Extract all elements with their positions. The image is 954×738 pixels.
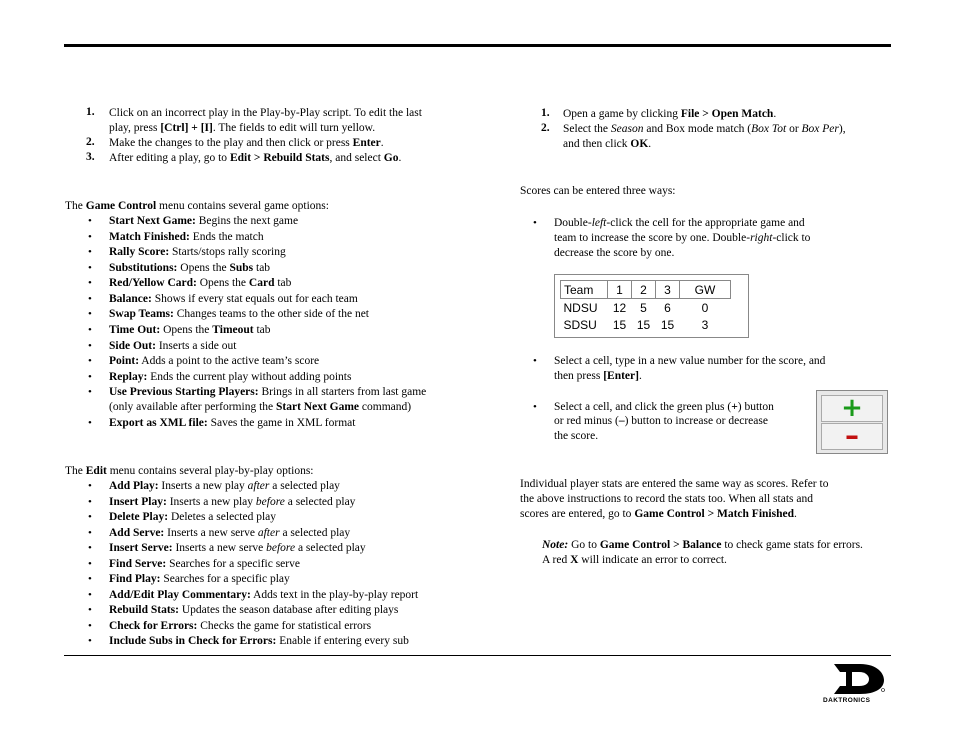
paragraph-line: scores are entered, go to Game Control > Match Finished.: [520, 508, 797, 520]
top-rule: [64, 44, 891, 47]
step-number: 2.: [86, 136, 95, 148]
list-item-continued: the score.: [554, 430, 599, 442]
score-cell[interactable]: 15: [636, 317, 651, 332]
list-item: • Double-left-click the cell for the appropriate game and: [554, 216, 805, 232]
list-item: • Replay: Ends the current play without adding points: [109, 370, 351, 386]
list-item: • Swap Teams: Changes teams to the other side of the net: [109, 307, 369, 323]
plus-icon: +: [841, 393, 863, 423]
list-item: • Balance: Shows if every stat equals out for each team: [109, 292, 358, 308]
list-item: • Time Out: Opens the Timeout tab: [109, 323, 271, 339]
paragraph-line: Individual player stats are entered the same way as scores. Refer to: [520, 478, 829, 490]
team-cell[interactable]: NDSU: [563, 300, 598, 315]
score-cell[interactable]: 6: [664, 300, 671, 315]
list-item: • Red/Yellow Card: Opens the Card tab: [109, 276, 291, 292]
list-item: • Match Finished: Ends the match: [109, 230, 264, 246]
header-game-2: 2: [632, 281, 656, 299]
step-text: and then click OK.: [563, 138, 652, 150]
note-line: Note: Go to Game Control > Balance to check game stats for errors.: [542, 539, 863, 551]
header-game-1: 1: [608, 281, 632, 299]
step-number: 1.: [86, 106, 95, 118]
score-table: [554, 274, 749, 338]
note-line: A red X will indicate an error to correct.: [542, 554, 727, 566]
list-item: • Find Serve: Searches for a specific serve: [109, 557, 300, 573]
list-item: • Start Next Game: Begins the next game: [109, 214, 298, 230]
header-games-won: GW: [680, 281, 731, 299]
list-item: • Select a cell, and click the green plus (+) button: [554, 400, 774, 416]
table-row: [561, 299, 731, 317]
list-item-continued: decrease the score by one.: [554, 247, 675, 259]
step-text: Make the changes to the play and then click or press Enter.: [109, 137, 384, 149]
list-item: • Select a cell, type in a new value number for the score, and: [554, 354, 825, 370]
list-item: • Add Play: Inserts a new play after a selected play: [109, 479, 340, 495]
step-text: Click on an incorrect play in the Play-by-Play script. To edit the last: [109, 107, 422, 119]
game-control-intro: The Game Control menu contains several game options:: [65, 200, 329, 212]
plus-minus-panel: [816, 390, 888, 454]
score-cell[interactable]: 12: [612, 300, 627, 315]
list-item: • Use Previous Starting Players: Brings in all starters from last game: [109, 385, 426, 401]
scores-intro: Scores can be entered three ways:: [520, 185, 676, 197]
plus-button[interactable]: [821, 395, 883, 422]
step-text: After editing a play, go to Edit > Rebuild Stats, and select Go.: [109, 152, 402, 164]
list-item-continued: then press [Enter].: [554, 370, 642, 382]
list-item: • Rebuild Stats: Updates the season database after editing plays: [109, 603, 398, 619]
list-item-continued: or red minus (–) button to increase or decrease: [554, 415, 768, 427]
edit-menu-intro: The Edit menu contains several play-by-play options:: [65, 465, 314, 477]
list-item: • Export as XML file: Saves the game in XML format: [109, 416, 355, 432]
list-item: • Find Play: Searches for a specific play: [109, 572, 290, 588]
list-item: • Insert Serve: Inserts a new serve before a selected play: [109, 541, 366, 557]
logo-text: DAKTRONICS: [823, 697, 871, 704]
header-game-3: 3: [656, 281, 680, 299]
score-cell[interactable]: 3: [701, 317, 709, 332]
list-item-continued: team to increase the score by one. Double-right-click to: [554, 232, 811, 244]
step-number: 1.: [541, 107, 550, 119]
score-cell[interactable]: 15: [612, 317, 627, 332]
header-team: Team: [561, 281, 608, 299]
score-cell[interactable]: 0: [701, 300, 709, 315]
list-item: • Add Serve: Inserts a new serve after a selected play: [109, 526, 350, 542]
team-cell[interactable]: SDSU: [563, 317, 597, 332]
score-cell[interactable]: 15: [660, 317, 675, 332]
minus-button[interactable]: [821, 419, 883, 452]
score-cell[interactable]: 5: [640, 300, 647, 315]
list-item: • Delete Play: Deletes a selected play: [109, 510, 276, 526]
bottom-rule: [64, 655, 891, 656]
list-item: • Add/Edit Play Commentary: Adds text in the play-by-play report: [109, 588, 418, 604]
list-item: • Check for Errors: Checks the game for statistical errors: [109, 619, 371, 635]
step-text: Select the Season and Box mode match (Box Tot or Box Per),: [563, 123, 846, 135]
list-item: • Point: Adds a point to the active team’s score: [109, 354, 319, 370]
list-item: • Insert Play: Inserts a new play before a selected play: [109, 495, 355, 511]
paragraph-line: the above instructions to record the stats too. When all stats and: [520, 493, 813, 505]
table-row: [561, 316, 731, 333]
step-number: 3.: [86, 151, 95, 163]
step-text: play, press [Ctrl] + [I]. The fields to edit will turn yellow.: [109, 122, 376, 134]
step-text: Open a game by clicking File > Open Match.: [563, 108, 777, 120]
list-item: • Rally Score: Starts/stops rally scoring: [109, 245, 286, 261]
list-item-continued: (only available after performing the Start Next Game command): [109, 401, 412, 413]
list-item: • Side Out: Inserts a side out: [109, 339, 236, 355]
list-item: • Substitutions: Opens the Subs tab: [109, 261, 270, 277]
minus-icon: –: [845, 419, 859, 452]
list-item: • Include Subs in Check for Errors: Enable if entering every sub: [109, 634, 409, 650]
score-header-row: [561, 281, 731, 299]
step-number: 2.: [541, 122, 550, 134]
